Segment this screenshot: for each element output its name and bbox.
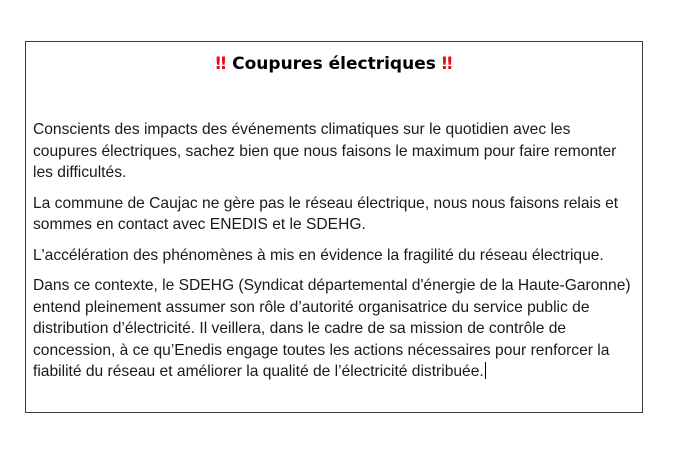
paragraph-sdehg-text: Dans ce contexte, le SDEHG (Syndicat départemental d'énergie de la Haute-Garonne) entend pleinement assumer son rôle d’autorité organisatrice du service public de distribution d’électricité. Il veillera, dans le cadre de sa mission de contrôle de concession, à ce qu’Enedis engage toutes les actions nécessaires pour renforcer la fiabilité du réseau et améliorer la qualité de l’électricité distribuée. bbox=[33, 277, 631, 380]
paragraph-network-management: La commune de Caujac ne gère pas le réseau électrique, nous nous faisons relais et sommes en contact avec ENEDIS et le SDEHG. bbox=[33, 194, 619, 233]
double-exclamation-icon: ‼ bbox=[441, 54, 453, 74]
notice-title bbox=[26, 52, 642, 76]
double-exclamation-icon: ‼ bbox=[215, 54, 227, 74]
notice-body[interactable] bbox=[33, 119, 634, 392]
paragraph-network-fragility: L'accélération des phénomènes à mis en évidence la fragilité du réseau électrique. bbox=[33, 246, 604, 264]
notice-box bbox=[25, 41, 643, 413]
paragraph-climate-impacts: Conscients des impacts des événements climatiques sur le quotidien avec les coupures électriques, sachez bien que nous faisons le maximum pour faire remonter les difficultés. bbox=[33, 121, 617, 181]
notice-title-text: Coupures électriques bbox=[232, 54, 436, 74]
paragraph-sdehg-context bbox=[33, 275, 634, 383]
text-cursor bbox=[485, 362, 486, 379]
